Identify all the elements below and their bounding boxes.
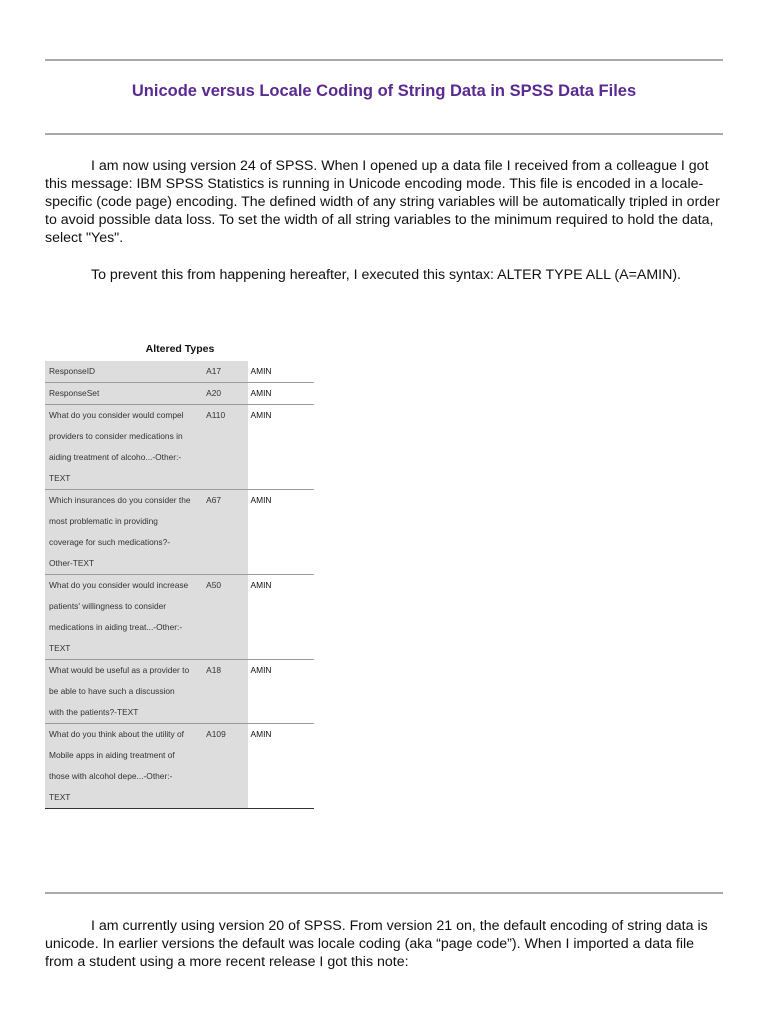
variable-name-cell — [45, 383, 203, 405]
variable-name-line: TEXT — [49, 792, 71, 802]
variable-name-line: Which insurances do you consider the — [49, 495, 191, 505]
table-row — [45, 383, 314, 405]
variable-name-line: most problematic in providing — [49, 516, 158, 526]
variable-name-cell — [45, 724, 203, 809]
table-row — [45, 575, 314, 660]
table-caption: Altered Types — [145, 343, 215, 355]
title-divider — [45, 133, 723, 135]
variable-name-line: ResponseID — [49, 366, 96, 376]
table-row — [45, 405, 314, 490]
variable-name-cell — [45, 490, 203, 575]
section-divider — [45, 892, 723, 894]
variable-name-line: medications in aiding treat...-Other:- — [49, 622, 183, 632]
variable-name-cell — [45, 405, 203, 490]
table-row — [45, 361, 314, 383]
variable-name-line: Mobile apps in aiding treatment of — [49, 750, 175, 760]
new-type-cell: AMIN — [250, 495, 272, 505]
variable-name-cell — [45, 361, 203, 383]
variable-name-line: What do you consider would increase — [49, 580, 189, 590]
variable-name-line: be able to have such a discussion — [49, 686, 175, 696]
paragraph-syntax: To prevent this from happening hereafter, I executed this syntax: ALTER TYPE ALL (A=AMIN). — [91, 267, 681, 283]
variable-name-line: What do you think about the utility of — [49, 729, 185, 739]
variable-name-line: with the patients?-TEXT — [49, 707, 139, 717]
old-type-cell: A17 — [203, 361, 247, 383]
variable-name-cell — [45, 575, 203, 660]
altered-types-table — [45, 361, 314, 809]
old-type-cell: A109 — [203, 724, 247, 809]
new-type-cell: AMIN — [250, 410, 272, 420]
variable-name-cell — [45, 660, 203, 724]
old-type-cell: A20 — [203, 383, 247, 405]
new-type-cell: AMIN — [250, 729, 272, 739]
new-type-cell: AMIN — [250, 665, 272, 675]
variable-name-line: ResponseSet — [49, 388, 100, 398]
new-type-cell: AMIN — [250, 366, 272, 376]
paragraph-version-20: I am currently using version 20 of SPSS. From version 21 on, the default encoding of string data is unicode. In earlier versions the default was locale coding (aka “page code”). When I imported a data file from a student using a more recent release I got this note: — [45, 918, 708, 970]
variable-name-line: coverage for such medications?- — [49, 537, 171, 547]
variable-name-line: Other-TEXT — [49, 558, 95, 568]
old-type-cell: A67 — [203, 490, 247, 575]
old-type-cell: A110 — [203, 405, 247, 490]
table-row — [45, 660, 314, 724]
new-type-cell: AMIN — [250, 388, 272, 398]
variable-name-line: What do you consider would compel — [49, 410, 184, 420]
new-type-cell: AMIN — [250, 580, 272, 590]
variable-name-line: TEXT — [49, 643, 71, 653]
table-row — [45, 490, 314, 575]
old-type-cell: A50 — [203, 575, 247, 660]
variable-name-line: providers to consider medications in — [49, 431, 183, 441]
paragraph-version-24: I am now using version 24 of SPSS. When I opened up a data file I received from a colleague I got this message: IBM SPSS Statistics is running in Unicode encoding mode. This file is encoded in a locale-specific (code page) encoding. The defined width of any string variables will be automatically tripled in order to avoid possible data loss. To set the width of all string variables to the minimum required to hold the data, select "Yes". — [45, 158, 720, 246]
old-type-cell: A18 — [203, 660, 247, 724]
variable-name-line: aiding treatment of alcoho...-Other:- — [49, 452, 182, 462]
variable-name-line: patients' willingness to consider — [49, 601, 167, 611]
variable-name-line: What would be useful as a provider to — [49, 665, 190, 675]
table-row — [45, 724, 314, 809]
top-divider — [45, 59, 723, 61]
page-title: Unicode versus Locale Coding of String Data in SPSS Data Files — [131, 82, 637, 100]
variable-name-line: TEXT — [49, 473, 71, 483]
table-body — [45, 361, 314, 809]
variable-name-line: those with alcohol depe...-Other:- — [49, 771, 173, 781]
